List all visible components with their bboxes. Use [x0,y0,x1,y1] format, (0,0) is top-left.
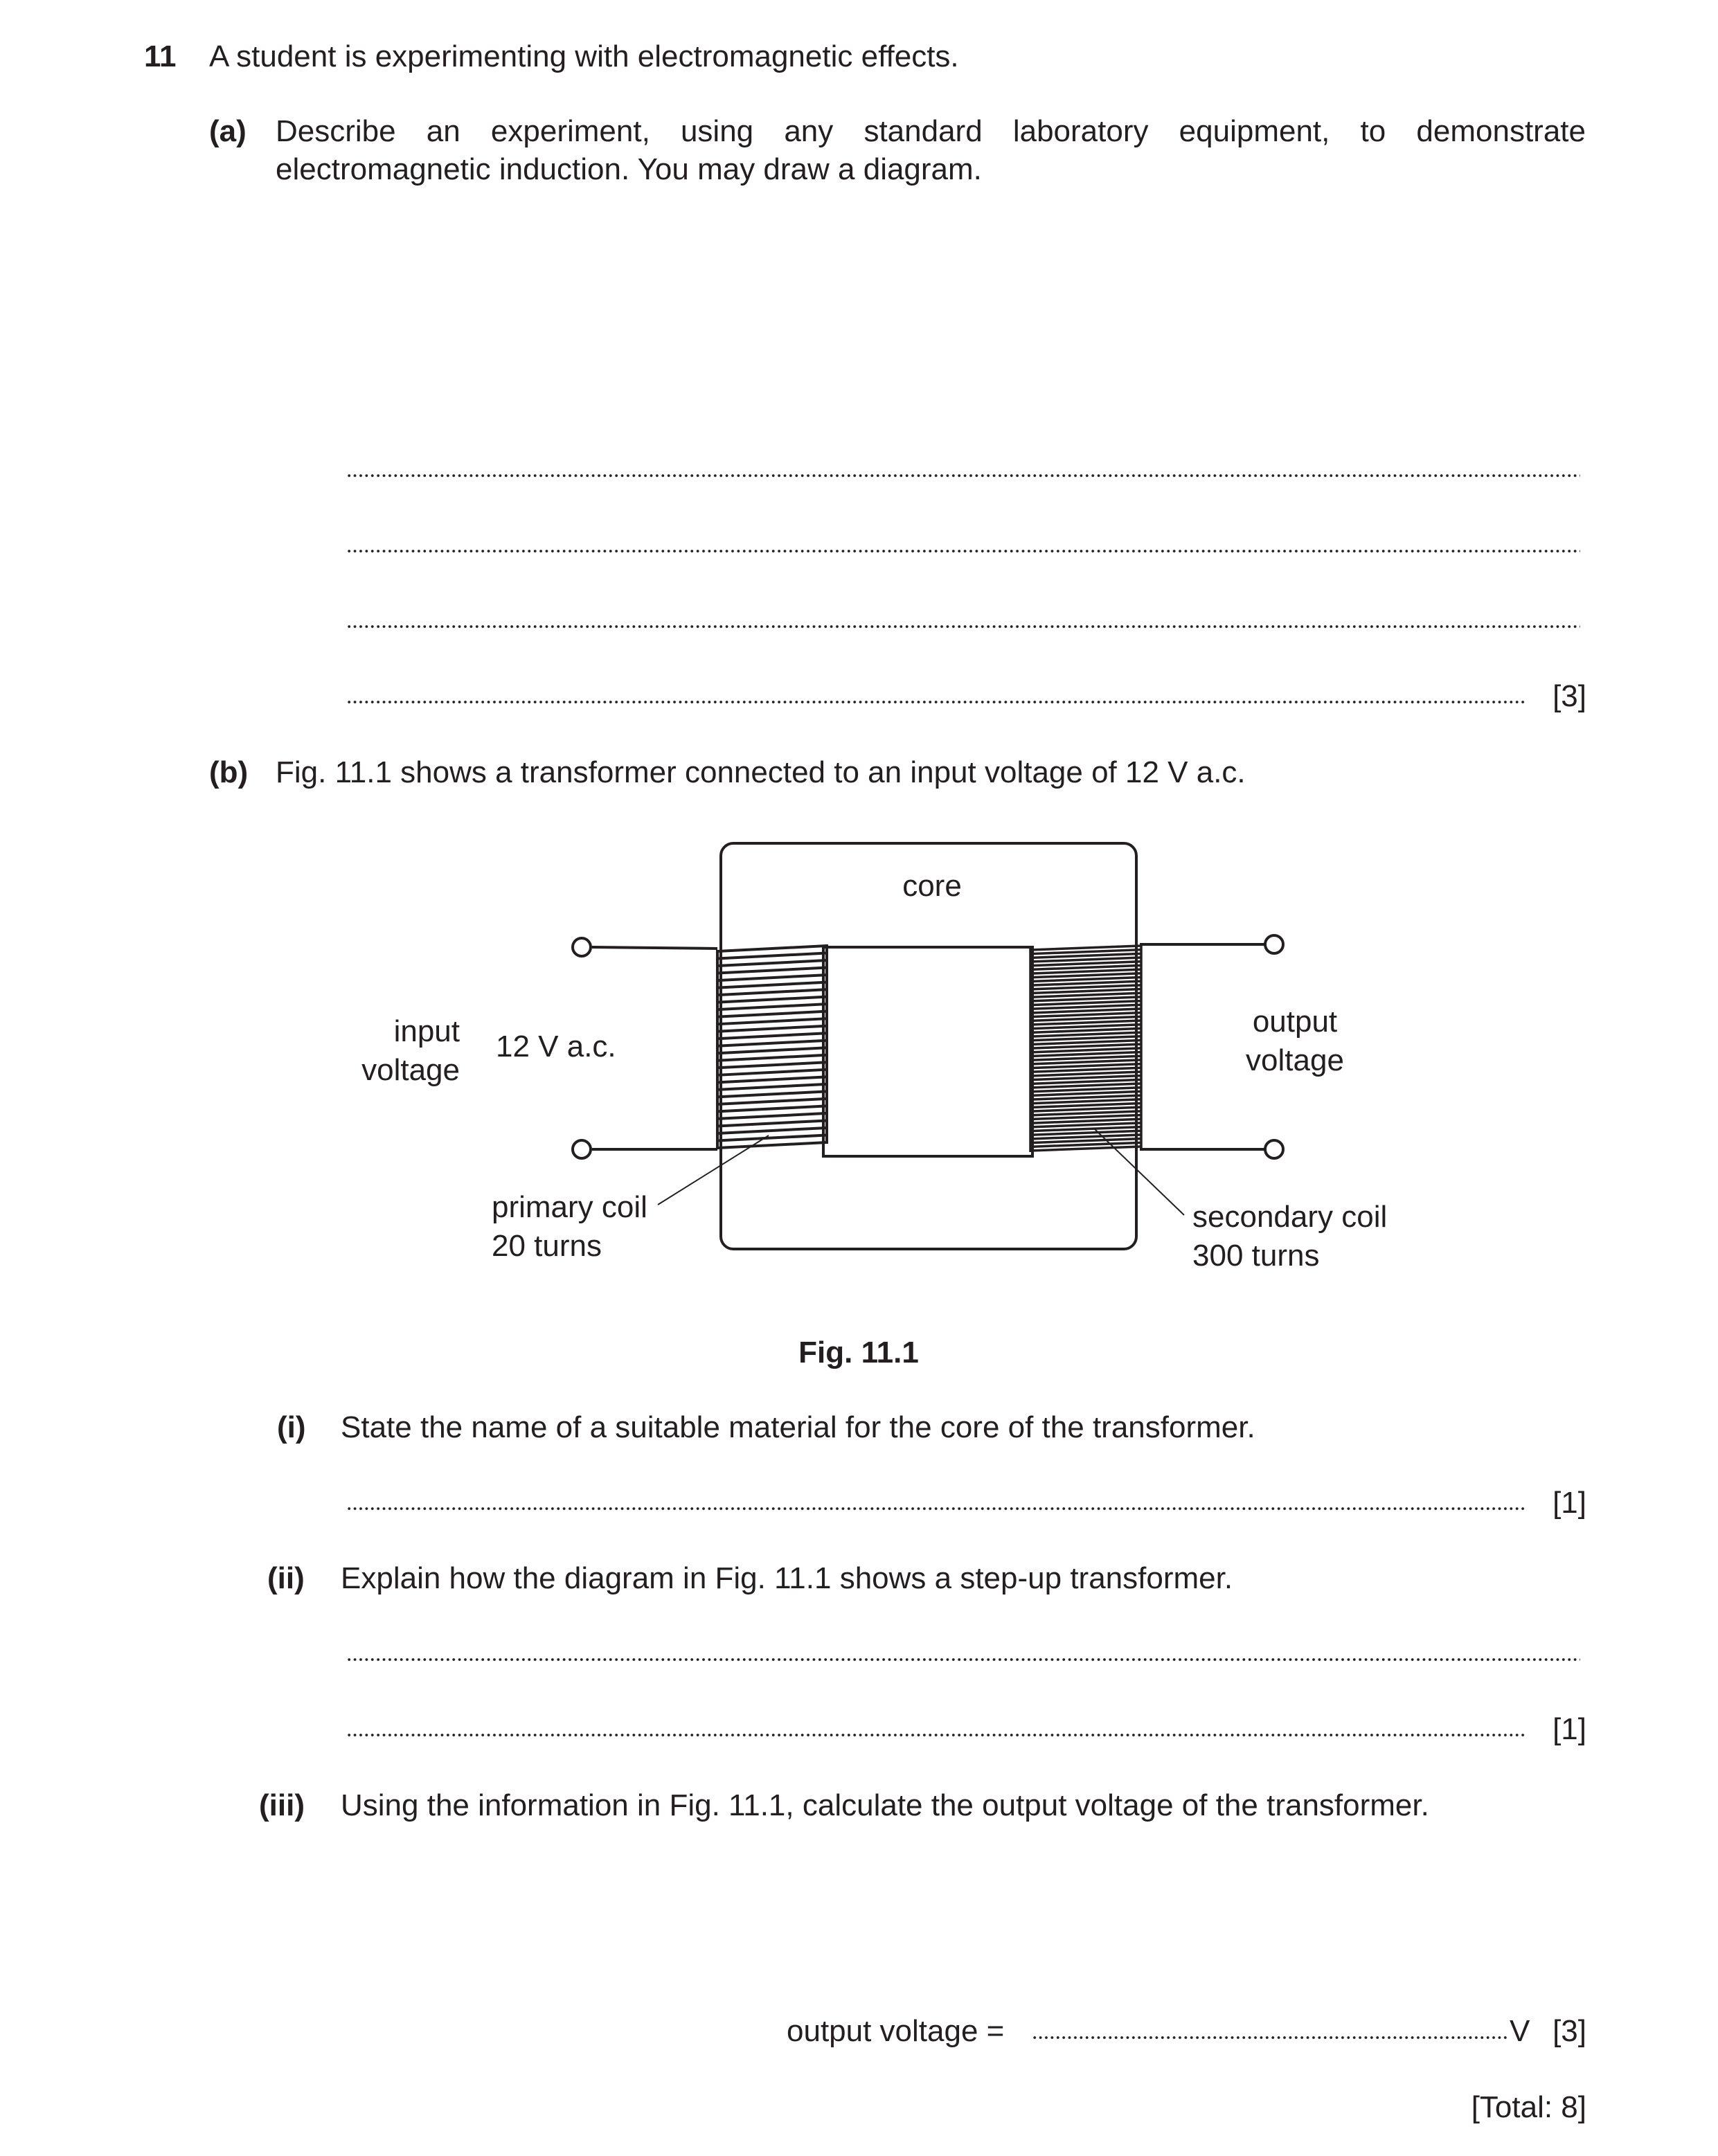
coil-turn [717,1113,827,1119]
coil-turn [717,997,827,1003]
sub-i-label: (i) [277,1410,306,1444]
coil-turn [717,1120,827,1126]
coil-turn [717,1084,827,1090]
total-marks: [Total: 8] [1471,2090,1586,2124]
coil-turn [717,1070,827,1075]
input-label-line1: input [393,1014,460,1048]
coil-turn [717,1099,827,1104]
secondary-coil-label-line2: 300 turns [1192,1239,1320,1273]
coil-turn [717,1048,827,1053]
coil-turn [717,1077,827,1082]
coil-turn [717,1128,827,1133]
core-inner-window [823,947,1032,1156]
figure-caption: Fig. 11.1 [798,1336,919,1369]
secondary-coil-label-line1: secondary coil [1192,1200,1388,1234]
coil-turn [717,1033,827,1039]
sub-ii-label: (ii) [267,1561,305,1595]
primary-leader-line [658,1135,769,1205]
part-a-mark: [3] [1553,679,1586,713]
coil-turn [717,1091,827,1097]
output-terminal-top [1265,935,1283,953]
question-number: 11 [144,39,177,73]
sub-i-text: State the name of a suitable material for the core of the transformer. [341,1410,1255,1444]
primary-coil-label-line1: primary coil [492,1190,647,1224]
output-voltage-label: output voltage = [787,2014,1005,2048]
coil-turn [717,989,827,995]
coil-turn [717,968,827,973]
input-lead-top [592,947,717,949]
output-voltage-unit: V [1510,2014,1530,2048]
coil-turn [717,1004,827,1009]
coil-turn [717,960,827,966]
output-voltage-answer-line[interactable] [1032,2036,1510,2040]
coil-turn [717,946,827,951]
secondary-coil-winding [1030,944,1141,1152]
coil-turn [717,982,827,988]
input-voltage-value: 12 V a.c. [496,1030,616,1063]
coil-turn [717,1055,827,1061]
sub-i-mark: [1] [1553,1486,1586,1520]
sub-iii-text: Using the information in Fig. 11.1, calculate the output voltage of the transformer. [341,1788,1429,1822]
output-terminal-bottom [1265,1140,1283,1158]
sub-ii-mark: [1] [1553,1712,1586,1746]
coil-turn [717,1142,827,1148]
coil-turn [717,953,827,959]
answer-line-ii-2[interactable] [346,1733,1525,1737]
core-label: core [902,869,962,903]
primary-coil-label-line2: 20 turns [492,1229,602,1263]
coil-turn [717,1106,827,1111]
output-label-line2: voltage [1246,1043,1344,1077]
part-a-label: (a) [209,114,247,148]
answer-line-i[interactable] [346,1507,1525,1511]
input-terminal-bottom [573,1140,591,1158]
answer-line-ii-1[interactable] [346,1658,1580,1662]
coil-turn [717,1012,827,1017]
part-a-text: Describe an experiment, using any standard laboratory equipment, to demonstrate electromagnetic induction. You may draw a diagram. [276,114,1586,186]
coil-turn [717,1018,827,1024]
coil-turn [717,1041,827,1046]
primary-coil-winding [717,944,827,1149]
part-b-label: (b) [209,755,249,789]
coil-turn [717,975,827,980]
output-label-line1: output [1252,1005,1338,1039]
sub-iii-label: (iii) [259,1788,305,1822]
sub-iii-mark: [3] [1553,2014,1586,2048]
input-label-line2: voltage [361,1053,460,1087]
question-intro: A student is experimenting with electromagnetic effects. [209,39,959,73]
sub-ii-text: Explain how the diagram in Fig. 11.1 shows a step-up transformer. [341,1561,1233,1595]
coil-turn [717,1135,827,1140]
coil-turn [717,1062,827,1068]
coil-turn [717,1026,827,1032]
input-terminal-top [573,938,591,956]
part-b-text: Fig. 11.1 shows a transformer connected to an input voltage of 12 V a.c. [276,755,1246,789]
